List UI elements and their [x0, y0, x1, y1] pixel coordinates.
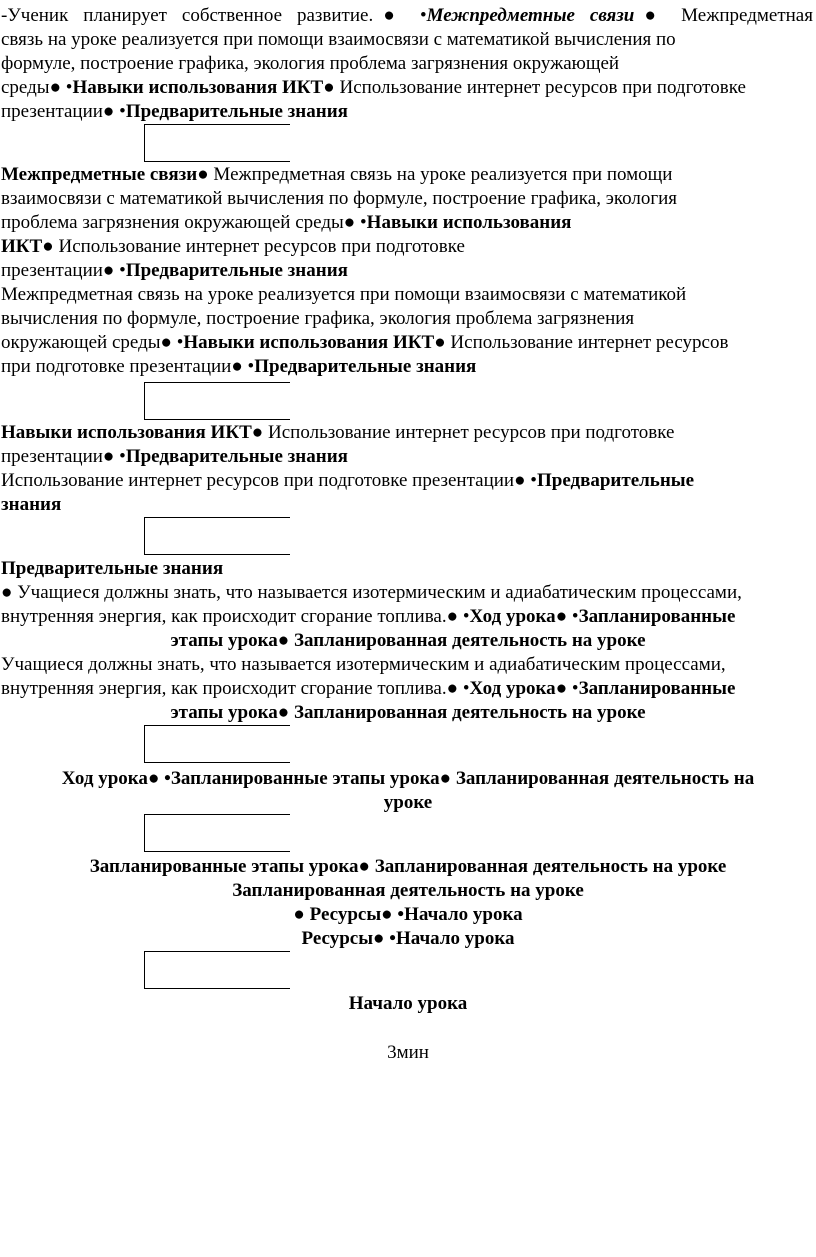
section-heading: Начало урока — [348, 993, 468, 1014]
text-line: презентации● •Предварительные знания — [1, 446, 348, 467]
text-line: Межпредметная связь на уроке реализуется при помощи взаимосвязи с математикой — [1, 284, 687, 305]
text-line: этапы урока● Запланированная деятельность на уроке — [170, 630, 646, 651]
bullet-icon: ● • — [343, 212, 367, 233]
bullet-icon: ● — [277, 702, 290, 723]
empty-box — [144, 382, 290, 420]
bullet-icon: ● • — [381, 904, 405, 925]
text-line: Ход урока● •Запланированные этапы урока● Запланированная деятельность на — [61, 768, 755, 789]
text-line: -Ученик планирует собственное развитие.● •Межпредметные связи● Межпредметная — [1, 5, 813, 26]
bullet-icon: ● — [277, 630, 290, 651]
text-line: Ресурсы● •Начало урока — [301, 928, 515, 949]
bullet-icon: ● • — [147, 768, 171, 789]
text-line: формуле, построение графика, экология проблема загрязнения окружающей — [1, 53, 620, 74]
bullet-icon: ● — [197, 164, 209, 185]
bullet-icon: ● • — [102, 260, 126, 281]
text-line: окружающей среды● •Навыки использования ИКТ● Использование интернет ресурсов — [1, 332, 729, 353]
bullet-icon: ● • — [102, 446, 126, 467]
bullet-icon: ● — [323, 77, 335, 98]
text-line: Межпредметные связи● Межпредметная связь на уроке реализуется при помощи — [1, 164, 673, 185]
bullet-icon: ● • — [231, 356, 255, 377]
bullet-icon: ● • — [446, 678, 470, 699]
bullet-icon: ● • — [373, 5, 427, 26]
text-line: связь на уроке реализуется при помощи взаимосвязи с математикой вычисления по — [1, 29, 676, 50]
text-line: Запланированные этапы урока● Запланированная деятельность на уроке — [89, 856, 727, 877]
text-line: внутренняя энергия, как происходит сгорание топлива.● •Ход урока● •Запланированные — [1, 606, 736, 627]
text-line: вычисления по формуле, построение графика, экология проблема загрязнения — [1, 308, 635, 329]
bullet-icon: ● — [634, 5, 667, 26]
text-line: ИКТ● Использование интернет ресурсов при подготовке — [1, 236, 465, 257]
text-line: Навыки использования ИКТ● Использование интернет ресурсов при подготовке — [1, 422, 675, 443]
empty-box — [144, 951, 290, 989]
bullet-icon: ● — [251, 422, 264, 443]
bullet-icon: ● — [439, 768, 452, 789]
text-line: Запланированная деятельность на уроке — [232, 880, 584, 901]
bullet-icon: ● • — [514, 470, 537, 491]
bullet-icon: ● • — [102, 101, 126, 122]
text-line: проблема загрязнения окружающей среды● •Навыки использования — [1, 212, 572, 233]
text-line: презентации● •Предварительные знания — [1, 101, 348, 122]
text-line: внутренняя энергия, как происходит сгорание топлива.● •Ход урока● •Запланированные — [1, 678, 736, 699]
text-line: ● Ресурсы● •Начало урока — [293, 904, 523, 925]
bullet-icon: ● • — [49, 77, 73, 98]
bullet-icon: ● — [434, 332, 446, 353]
bullet-icon: ● • — [160, 332, 184, 353]
section-heading: Предварительные знания — [1, 558, 224, 579]
text-line: этапы урока● Запланированная деятельность на уроке — [170, 702, 646, 723]
text-line: при подготовке презентации● •Предварительные знания — [1, 356, 477, 377]
empty-box — [144, 517, 290, 555]
text-line: уроке — [383, 792, 433, 813]
bullet-icon: ● • — [446, 606, 470, 627]
duration-label: 3мин — [387, 1042, 429, 1063]
bullet-icon: ● • — [373, 928, 396, 949]
empty-box — [144, 814, 290, 852]
bullet-icon: ● — [1, 582, 13, 603]
bullet-icon: ● — [293, 904, 305, 925]
text-line: среды● •Навыки использования ИКТ● Использование интернет ресурсов при подготовке — [1, 77, 746, 98]
bullet-icon: ● — [358, 856, 371, 877]
text-line: знания — [1, 494, 62, 515]
text-line: Учащиеся должны знать, что называется изотермическим и адиабатическим процессами, — [1, 654, 726, 675]
text-line: презентации● •Предварительные знания — [1, 260, 348, 281]
bullet-icon: ● • — [555, 678, 579, 699]
empty-box — [144, 725, 290, 763]
text-line: взаимосвязи с математикой вычисления по формуле, построение графика, экология — [1, 188, 678, 209]
bullet-icon: ● — [42, 236, 54, 257]
empty-box — [144, 124, 290, 162]
bullet-icon: ● • — [555, 606, 579, 627]
text-line: ● Учащиеся должны знать, что называется изотермическим и адиабатическим процессами, — [1, 582, 742, 603]
text-line: Использование интернет ресурсов при подготовке презентации● •Предварительные — [1, 470, 695, 491]
